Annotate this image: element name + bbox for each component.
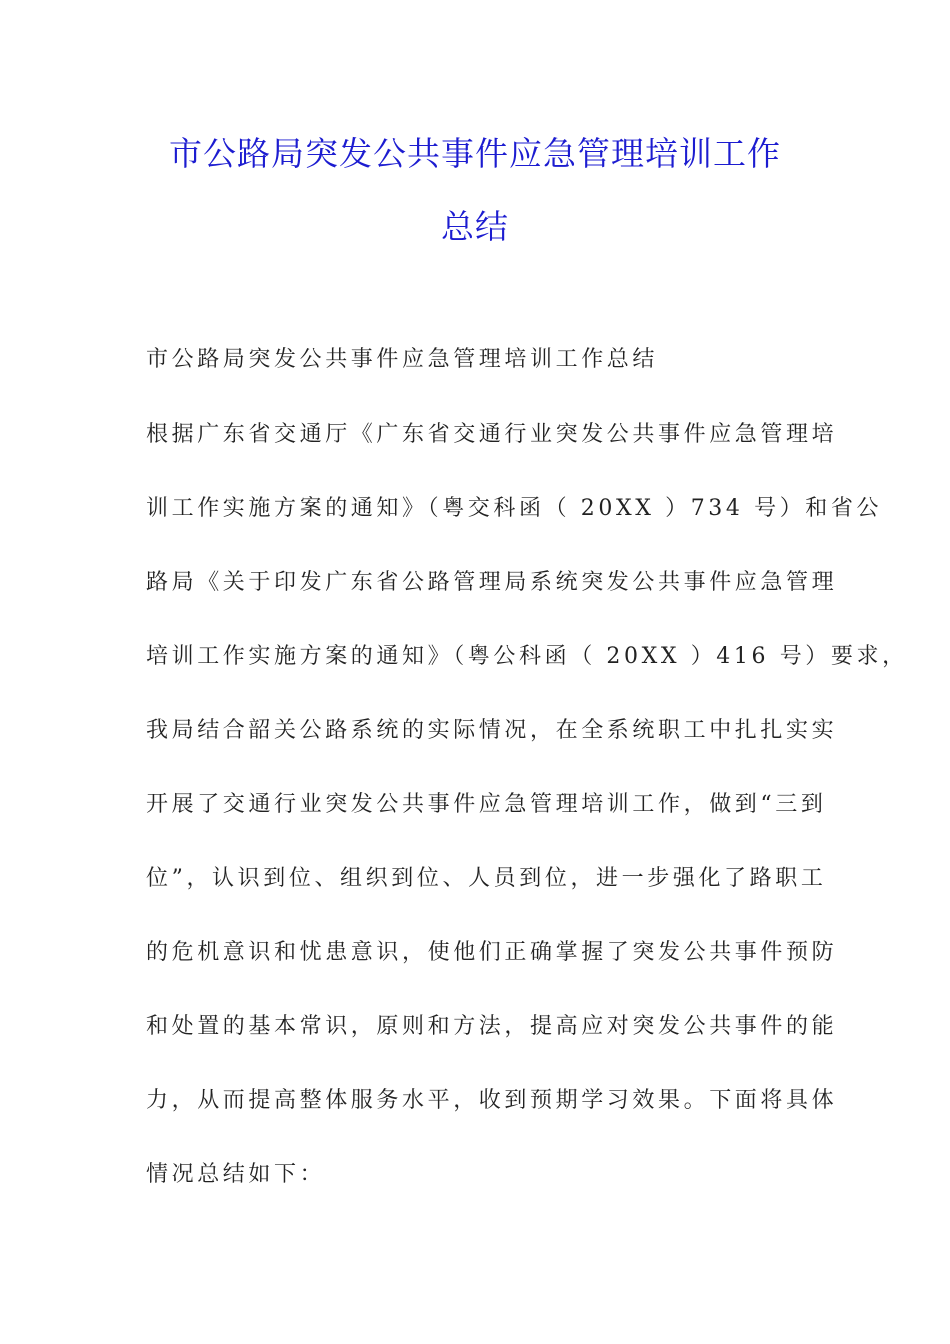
body-line: 位”，认识到位、组织到位、人员到位，进一步强化了路职工 bbox=[146, 866, 827, 891]
document-title-line-2: 总结 bbox=[441, 207, 509, 246]
body-line: 力，从而提高整体服务水平，收到预期学习效果。下面将具体 bbox=[146, 1088, 838, 1113]
body-line: 培训工作实施方案的通知》（粤公科函（ 20XX ）416 号）要求， bbox=[146, 644, 908, 669]
body-line: 市公路局突发公共事件应急管理培训工作总结 bbox=[146, 347, 659, 372]
body-line: 情况总结如下： bbox=[146, 1162, 326, 1187]
body-line: 开展了交通行业突发公共事件应急管理培训工作，做到“三到 bbox=[146, 792, 827, 817]
body-line: 的危机意识和忧患意识，使他们正确掌握了突发公共事件预防 bbox=[146, 940, 838, 965]
body-line: 和处置的基本常识，原则和方法，提高应对突发公共事件的能 bbox=[146, 1014, 838, 1039]
body-line: 路局《关于印发广东省公路管理局系统突发公共事件应急管理 bbox=[146, 570, 838, 595]
body-line: 训工作实施方案的通知》（粤交科函（ 20XX ）734 号）和省公 bbox=[146, 496, 883, 521]
body-line: 我局结合韶关公路系统的实际情况，在全系统职工中扎扎实实 bbox=[146, 718, 838, 743]
body-line: 根据广东省交通厅《广东省交通行业突发公共事件应急管理培 bbox=[146, 422, 838, 447]
document-title-line-1: 市公路局突发公共事件应急管理培训工作 bbox=[169, 134, 781, 173]
